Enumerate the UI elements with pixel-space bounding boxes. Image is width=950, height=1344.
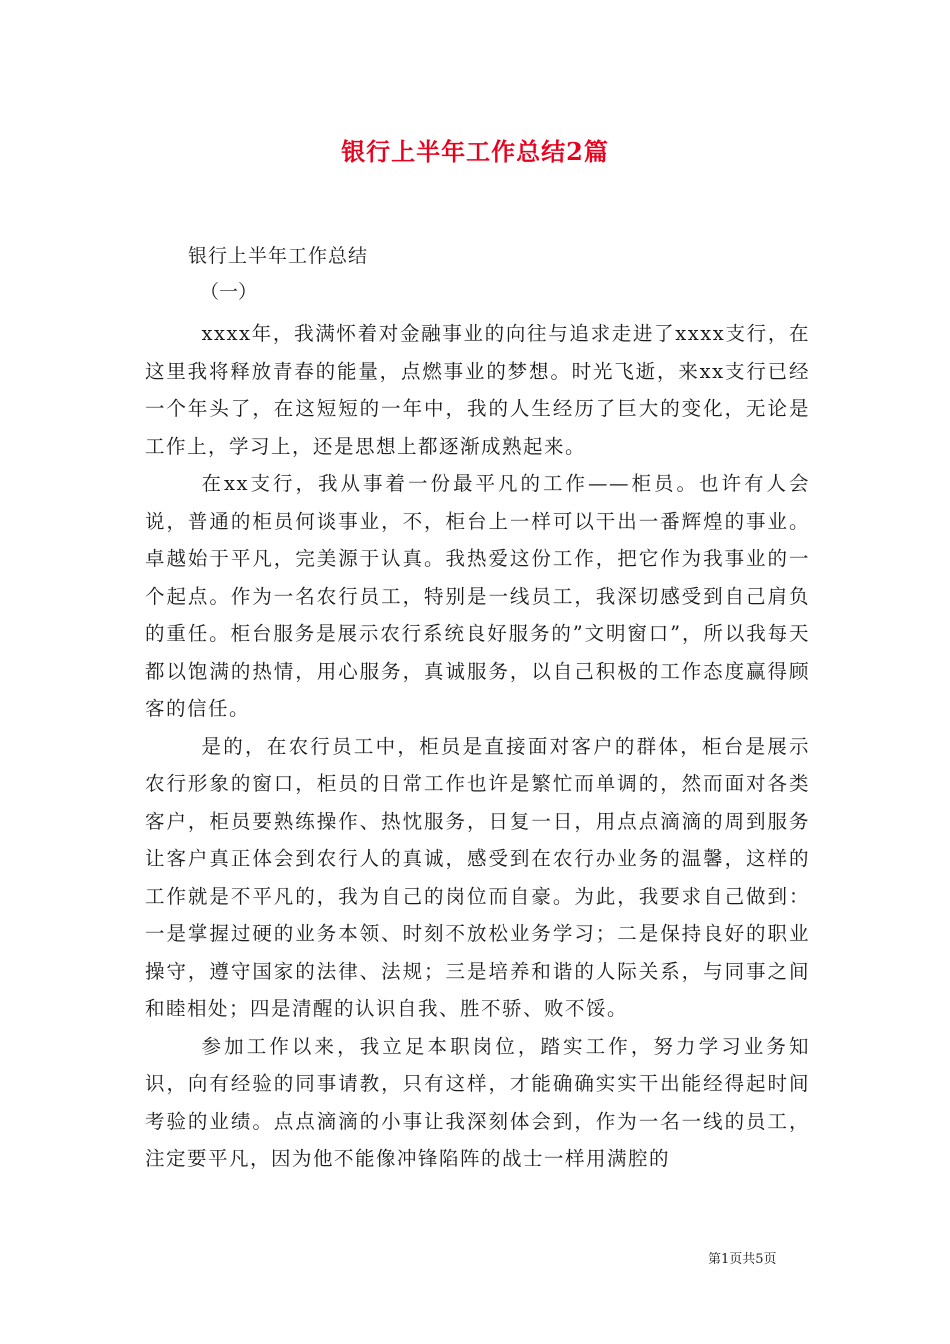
- document-title: 银行上半年工作总结2篇: [341, 137, 609, 166]
- document-subtitle: 银行上半年工作总结: [188, 245, 369, 267]
- body-text: [145, 315, 810, 1178]
- paragraph: 参加工作以来，我立足本职岗位，踏实工作，努力学习业务知识，向有经验的同事请教，只有这样，才能确确实实干出能经得起时间考验的业绩。点点滴滴的小事让我深刻体会到，作为一名一线的员工，注定要平凡，因为他不能像冲锋陷阵的战士一样用满腔的: [145, 1034, 810, 1170]
- page-number-footer: 第1页共5页: [708, 1252, 777, 1267]
- paragraph: xxxx年，我满怀着对金融事业的向往与追求走进了xxxx支行，在这里我将释放青春的能量，点燃事业的梦想。时光飞逝，来xx支行已经一个年头了，在这短短的一年中，我的人生经历了巨大的变化，无论是工作上，学习上，还是思想上都逐渐成熟起来。: [145, 322, 810, 458]
- paragraph: 是的，在农行员工中，柜员是直接面对客户的群体，柜台是展示农行形象的窗口，柜员的日常工作也许是繁忙而单调的，然而面对各类客户，柜员要熟练操作、热忱服务，日复一日，用点点滴滴的周到服务让客户真正体会到农行人的真诚，感受到在农行办业务的温馨，这样的工作就是不平凡的，我为自己的岗位而自豪。为此，我要求自己做到：一是掌握过硬的业务本领、时刻不放松业务学习；二是保持良好的职业操守，遵守国家的法律、法规；三是培养和谐的人际关系，与同事之间和睦相处；四是清醒的认识自我、胜不骄、败不馁。: [145, 734, 810, 1020]
- paragraph: 在xx支行，我从事着一份最平凡的工作——柜员。也许有人会说，普通的柜员何谈事业，不，柜台上一样可以干出一番辉煌的事业。卓越始于平凡，完美源于认真。我热爱这份工作，把它作为我事业的一个起点。作为一名农行员工，特别是一线员工，我深切感受到自己肩负的重任。柜台服务是展示农行系统良好服务的”文明窗口”，所以我每天都以饱满的热情，用心服务，真诚服务，以自己积极的工作态度赢得顾客的信任。: [145, 472, 810, 720]
- section-number: （一）: [200, 281, 258, 303]
